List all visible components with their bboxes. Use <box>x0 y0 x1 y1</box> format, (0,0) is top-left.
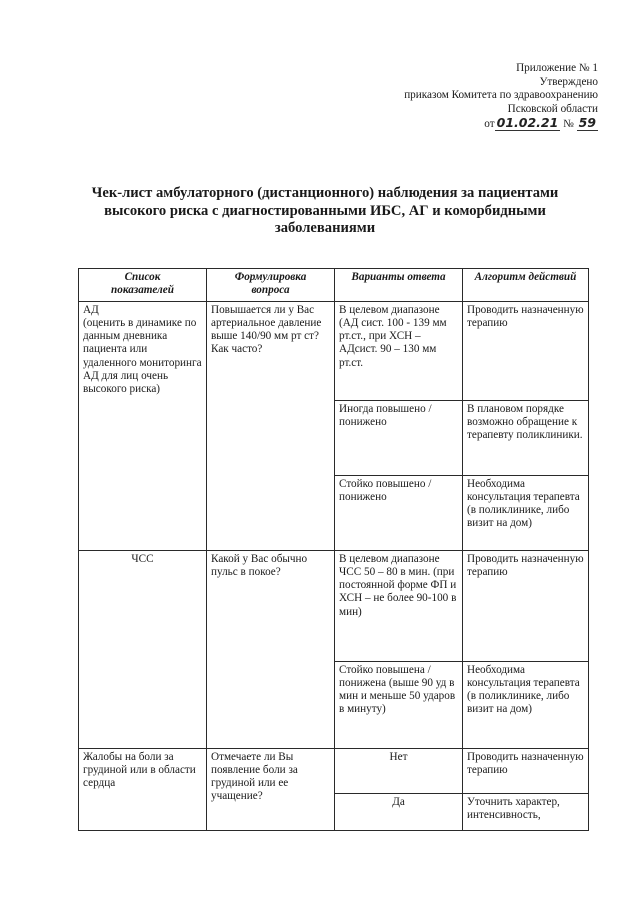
table-row <box>79 749 589 794</box>
header-answers: Варианты ответа <box>335 269 463 302</box>
header-actions: Алгоритм действий <box>463 269 589 302</box>
order-date-line <box>338 116 598 132</box>
answer-cell: Нет <box>335 749 463 794</box>
action-cell: Проводить назначенную терапию <box>463 551 589 662</box>
checklist-table <box>78 268 589 831</box>
approved-label: Утверждено <box>539 75 598 88</box>
approval-block <box>338 62 598 132</box>
answer-cell: Иногда повышено / понижено <box>335 401 463 476</box>
table-row <box>79 302 589 401</box>
action-cell: Необходима консультация терапевта (в поликлинике, либо визит на дом) <box>463 476 589 551</box>
question-cell: Отмечаете ли Вы появление боли за грудиной или ее учащение? <box>207 749 335 831</box>
region-label: Псковской области <box>507 102 598 115</box>
order-date: 01.02.21 <box>496 115 559 131</box>
action-cell: Необходима консультация терапевта (в поликлинике, либо визит на дом) <box>463 662 589 749</box>
header-question: Формулировка вопроса <box>207 269 335 302</box>
document-title: Чек-лист амбулаторного (дистанционного) наблюдения за пациентами высокого риска с диагностированными ИБС, АГ и коморбидными заболеваниями <box>91 185 559 237</box>
answer-cell: В целевом диапазоне ЧСС 50 – 80 в мин. (при постоянной форме ФП и ХСН – не более 90-100 в мин) <box>335 551 463 662</box>
order-number: 59 <box>578 115 596 131</box>
indicator-cell: ЧСС <box>79 551 207 749</box>
question-cell: Повышается ли у Вас артериальное давление выше 140/90 мм рт ст? Как часто? <box>207 302 335 551</box>
answer-cell: В целевом диапазоне (АД сист. 100 - 139 мм рт.ст., при ХСН – АДсист. 90 – 130 мм рт.ст. <box>335 302 463 401</box>
indicator-cell: Жалобы на боли за грудиной или в области сердца <box>79 749 207 831</box>
question-cell: Какой у Вас обычно пульс в покое? <box>207 551 335 749</box>
appendix-label: Приложение № 1 <box>516 62 598 74</box>
date-prefix: от <box>484 118 495 131</box>
action-cell: Проводить назначенную терапию <box>463 749 589 794</box>
table-header-row <box>79 269 589 302</box>
answer-cell: Стойко повышено / понижено <box>335 476 463 551</box>
number-prefix: № <box>563 118 574 131</box>
indicator-cell: АД (оценить в динамике по данным дневника пациента или удаленного мониторинга АД для лиц очень высокого риска) <box>79 302 207 551</box>
answer-cell: Да <box>335 794 463 831</box>
action-cell: Проводить назначенную терапию <box>463 302 589 401</box>
action-cell: В плановом порядке возможно обращение к терапевту поликлиники. <box>463 401 589 476</box>
header-indicators: Список показателей <box>79 269 207 302</box>
answer-cell: Стойко повышена / понижена (выше 90 уд в мин и меньше 50 ударов в минуту) <box>335 662 463 749</box>
action-cell: Уточнить характер, интенсивность, <box>463 794 589 831</box>
order-label: приказом Комитета по здравоохранению <box>404 89 598 102</box>
table-row <box>79 551 589 662</box>
